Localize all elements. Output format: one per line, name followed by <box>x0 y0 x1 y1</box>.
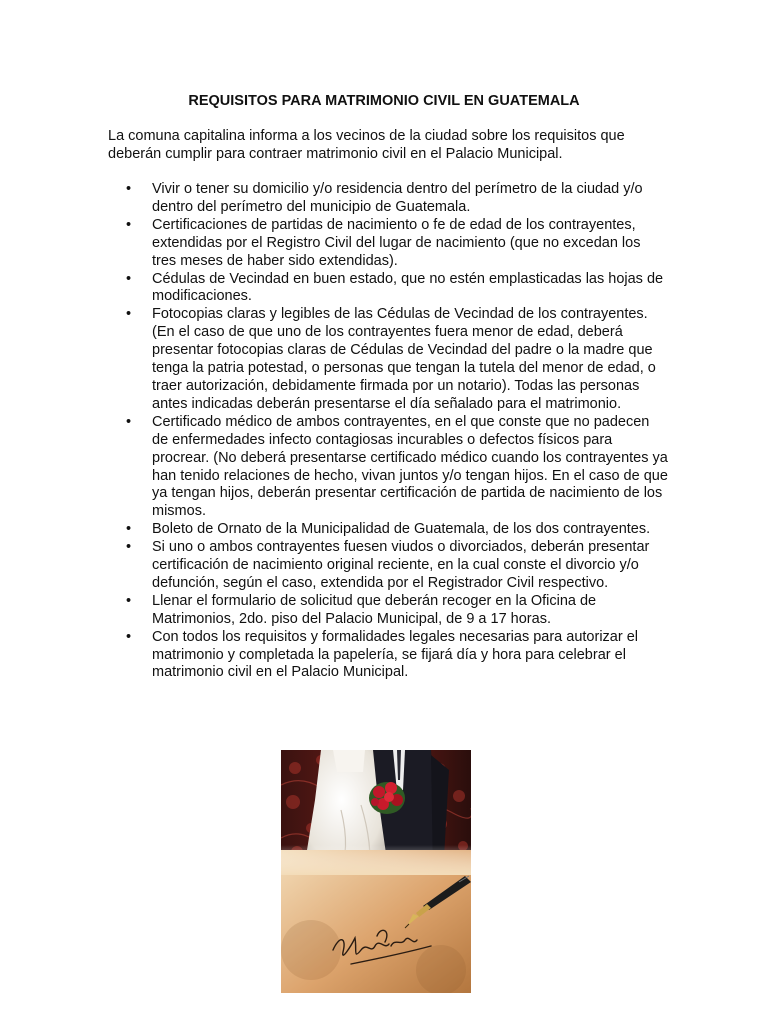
bullet-icon: • <box>126 413 132 430</box>
list-item <box>108 306 668 413</box>
requirements-list <box>108 181 668 682</box>
requirement-text: Si uno o ambos contrayentes fuesen viudos o divorciados, deberán presentar certificación de nacimiento original reciente, en la cual conste el divorcio y/o defunción, según el caso, extendida por el Registrador Civil respectivo. <box>152 539 650 591</box>
list-item <box>108 181 668 217</box>
bullet-icon: • <box>126 306 132 323</box>
bullet-icon: • <box>126 216 132 233</box>
requirement-text: Certificado médico de ambos contrayentes, en el que conste que no padecen de enfermedades infecto contagiosas incurables o defectos físicos para procrear. (No deberá presentarse certificado médico cuando los contrayentes ya han tenido relaciones de hecho, vivan juntos y/o tengan hijos. En el caso de que ya tengan hijos, deberán presentar certificación de partida de nacimiento de los mismos. <box>152 413 668 520</box>
intro-paragraph: La comuna capitalina informa a los vecinos de la ciudad sobre los requisitos que deberán cumplir para contraer matrimonio civil en el Palacio Municipal. <box>108 128 625 162</box>
wedding-photo <box>281 750 471 993</box>
list-item <box>108 217 668 271</box>
bullet-icon: • <box>126 592 132 609</box>
list-item <box>108 629 668 683</box>
list-item <box>108 539 668 593</box>
list-item <box>108 271 668 307</box>
bullet-icon: • <box>126 181 132 197</box>
requirement-text: Boleto de Ornato de la Municipalidad de Guatemala, de los dos contrayentes. <box>152 521 651 538</box>
bullet-icon: • <box>126 628 132 645</box>
requirement-text: Vivir o tener su domicilio y/o residencia dentro del perímetro de la ciudad y/o dentro del perímetro del municipio de Guatemala. <box>152 181 643 215</box>
list-item <box>108 414 668 521</box>
requirement-text: Cédulas de Vecindad en buen estado, que no estén emplasticadas las hojas de modificaciones. <box>152 270 664 305</box>
requirement-text: Llenar el formulario de solicitud que deberán recoger en la Oficina de Matrimonios, 2do. piso del Palacio Municipal, de 9 a 17 horas. <box>152 592 597 627</box>
requirement-text: Certificaciones de partidas de nacimiento o fe de edad de los contrayentes, extendidas por el Registro Civil del lugar de nacimiento (que no excedan los tres meses de haber sido extendidas). <box>152 216 641 269</box>
list-item <box>108 521 668 539</box>
bullet-icon: • <box>126 270 132 287</box>
list-item <box>108 593 668 629</box>
wedding-couple-and-fountain-pen-photo-icon <box>281 750 471 993</box>
bullet-icon: • <box>126 521 132 538</box>
requirement-text: Con todos los requisitos y formalidades legales necesarias para autorizar el matrimonio y completada la papelería, se fijará día y hora para celebrar el matrimonio civil en el Palacio Municipal. <box>152 628 639 681</box>
requirement-text: Fotocopias claras y legibles de las Cédulas de Vecindad de los contrayentes. (En el caso de que uno de los contrayentes fuera menor de edad, deberá presentar fotocopias claras de Cédulas de Vecindad del padre o la madre que tenga la patria potestad, o personas que tengan la tutela del menor de edad, o traer autorización, debidamente firmada por un notario). Todas las personas antes indicadas deberán presentarse el día señalado para el matrimonio. <box>152 306 656 412</box>
document-title: REQUISITOS PARA MATRIMONIO CIVIL EN GUATEMALA <box>188 93 580 109</box>
bullet-icon: • <box>126 539 132 556</box>
